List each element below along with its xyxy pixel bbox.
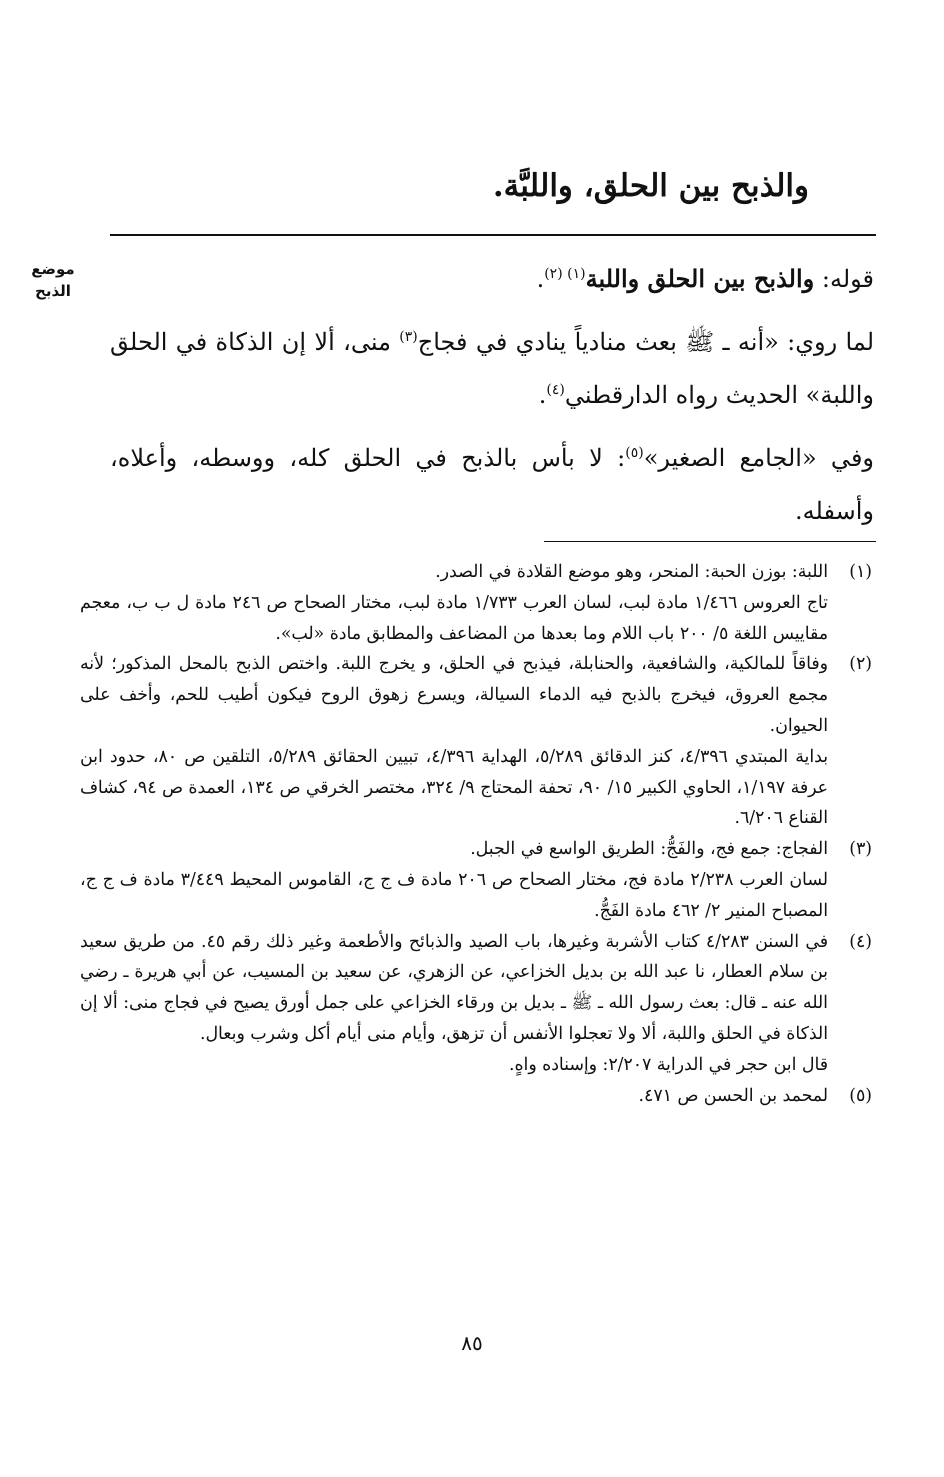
qawluh-quote: والذبح بين الحلق واللبة (585, 264, 815, 293)
footnote-body (80, 649, 828, 834)
page-number: ٨٥ (461, 1331, 483, 1355)
margin-note-line-2: الذبح (35, 282, 71, 300)
hadith-text-2: منى، ألا إن الذكاة في الحلق واللبة» الحديث رواه الدارقطني (110, 328, 874, 409)
hadith-period: . (538, 381, 547, 409)
footnote-ref-5: (٥) (625, 445, 644, 461)
footnote-line: الفجاج: جمع فج، والفَجُّ: الطريق الواسع في الجبل. (470, 839, 828, 860)
footnote-line: في السنن ٤/٢٨٣ كتاب الأشربة وغيرها، باب الصيد والذبائح والأطعمة وغير ذلك رقم ٤٥. من طريق سعيد بن سلام العطار، نا عبد الله بن بديل الخزاعي، عن الزهري، عن سعيد بن المسيب، عن أبي هريرة ـ رضي الله عنه ـ قال: بعث رسول الله ـ ﷺ ـ بديل بن ورقاء الخزاعي على جمل أورق يصيح في فجاج منى: ألا إن الذكاة في الحلق واللبة، ألا ولا تعجلوا الأنفس أن تزهق، وأيام منى أيام أكل وشرب وبعال. (80, 931, 828, 1044)
footnote-2 (80, 649, 872, 834)
footnote-number: (٢) (849, 654, 872, 675)
hadith-text-1: لما روي: «أنه ـ ﷺ بعث منادياً ينادي في فجاج (417, 328, 875, 356)
footnote-body (80, 927, 828, 1081)
footnote-line: وفاقاً للمالكية، والشافعية، والحنابلة، فيذبح في الحلق، و يخرج اللبة. واختص الذبح بالمحل المذكور؛ لأنه مجمع العروق، فيخرج بالذبح فيه الدماء السيالة، ويسرع زهوق الروح فيكون أطيب للحم، وأخف على الحيوان. (80, 654, 828, 736)
footnote-number: (٥) (849, 1085, 872, 1106)
footnote-line: لمحمد بن الحسن ص ٤٧١. (638, 1085, 828, 1106)
paragraph-hadith (110, 316, 874, 422)
margin-note-line-1: موضع (31, 260, 75, 278)
qawluh-line (110, 252, 874, 306)
footnote-ref-4: (٤) (546, 382, 565, 398)
main-text (110, 252, 874, 538)
footnote-1 (80, 557, 872, 649)
footnote-number: (١) (849, 562, 872, 582)
footnote-ref-1-2: (١) (٢) (544, 266, 586, 282)
jami-text-1: وفي «الجامع الصغير» (643, 444, 875, 472)
paragraph-jami (110, 432, 874, 538)
footnote-body (80, 557, 828, 649)
jami-text-2: : لا بأس بالذبح في الحلق كله، ووسطه، وأعلاه، وأسفله. (110, 444, 874, 525)
margin-note (18, 258, 88, 302)
footnote-line: تاج العروس ١/٤٦٦ مادة لبب، لسان العرب ١/٧٣٣ مادة لبب، مختار الصحاح ص ٢٤٦ مادة ل ب ب، معجم مقاييس اللغة ٥/ ٢٠٠ باب اللام وما بعدها من المضاعف والمطابق مادة «لب». (80, 592, 828, 644)
footnote-line: قال ابن حجر في الدراية ٢/٢٠٧: وإسناده واهٍ. (508, 1054, 828, 1075)
footnote-3 (80, 834, 872, 926)
qawluh-prefix: قوله: (814, 265, 874, 293)
footnotes (80, 557, 872, 1111)
footnote-number: (٣) (849, 839, 872, 860)
footnote-4 (80, 927, 872, 1081)
qawluh-period: . (536, 265, 545, 293)
footnote-ref-3: (٣) (399, 329, 418, 345)
header-divider (110, 234, 876, 236)
footnote-line: لسان العرب ٢/٢٣٨ مادة فج، مختار الصحاح ص ٢٠٦ مادة ف ج ج، القاموس المحيط ٣/٤٤٩ مادة ف ج ج، المصباح المنير ٢/ ٤٦٢ مادة الفَجُّ. (80, 869, 828, 921)
page-header-title: والذبح بين الحلق، واللبَّة. (492, 168, 809, 204)
footnote-number: (٤) (849, 931, 872, 952)
footnote-line: اللبة: بوزن الحبة: المنحر، وهو موضع القلادة في الصدر. (435, 562, 828, 582)
footnote-line: بداية المبتدي ٤/٣٩٦، كنز الدقائق ٥/٢٨٩، الهداية ٤/٣٩٦، تبيين الحقائق ٥/٢٨٩، التلقين ص ٨٠، حدود ابن عرفة ١/١٩٧، الحاوي الكبير ١٥/ ٩٠، تحفة المحتاج ٩/ ٣٢٤، مختصر الخرقي ص ١٣٤، العمدة ص ٩٤، كشاف القناع ٦/٢٠٦. (80, 746, 829, 829)
footnote-body (80, 834, 828, 926)
footnote-body (80, 1081, 828, 1112)
footnote-5 (80, 1081, 872, 1112)
footnote-divider (544, 541, 876, 542)
